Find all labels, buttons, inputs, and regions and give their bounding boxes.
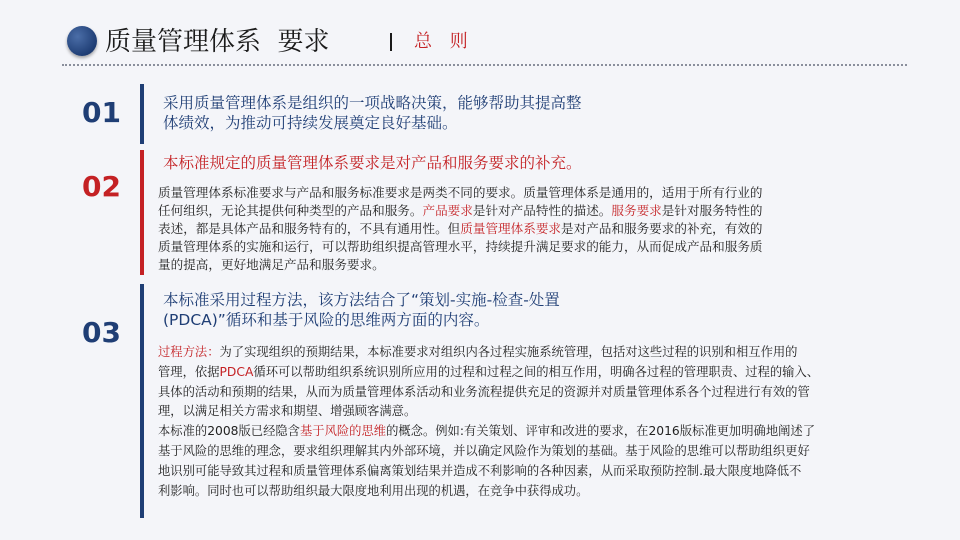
section-01-bar	[140, 84, 144, 144]
body-text: 表述，都是具体产品和服务特有的，不具有通用性。但	[158, 221, 461, 236]
section-02-lead: 本标准规定的质量管理体系要求是对产品和服务要求的补充。	[163, 154, 582, 172]
body-text: 循环可以帮助组织系统识别所应用的过程和过程之间的相互作用，明确各过程的管理职责、过程的输入、	[253, 364, 820, 379]
title-bullet-icon	[67, 26, 97, 56]
section-01-lead-line: 采用质量管理体系是组织的一项战略决策，能够帮助其提高整	[163, 94, 582, 112]
body-line: 量的提高，更好地满足产品和服务要求。	[158, 257, 385, 272]
page-title: 质量管理体系 要求	[105, 27, 330, 57]
body-line: 理，以满足相关方需求和期望、增强顾客满意。	[158, 404, 417, 419]
body-line	[158, 220, 763, 238]
highlight-term: PDCA	[219, 364, 254, 379]
body-line: 质量管理体系标准要求与产品和服务标准要求是两类不同的要求。质量管理体系是通用的，适用于所有行业的	[158, 185, 763, 200]
title-divider	[390, 33, 392, 51]
section-03-body	[158, 343, 819, 501]
highlight-term: 过程方法：	[158, 345, 220, 359]
section-02-body	[158, 184, 763, 274]
section-02-number: 02	[82, 170, 121, 203]
body-text: 为了实现组织的预期结果，本标准要求对组织内各过程实施系统管理，包括对这些过程的识别和相互作用的	[219, 345, 798, 359]
body-line: 地识别可能导致其过程和质量管理体系偏离策划结果并造成不利影响的各种因素，从而采取预防控制.最大限度地降低不	[158, 463, 802, 478]
highlight-term: 服务要求	[611, 203, 662, 218]
body-text: 管理，依据	[158, 364, 220, 379]
body-text: 本标准的2008版已经隐含	[158, 424, 300, 439]
body-text: 的概念。例如:有关策划、评审和改进的要求，在2016版标准更加明确地阐述了	[386, 424, 816, 439]
body-line	[158, 363, 819, 383]
section-03-bar	[140, 284, 144, 518]
section-03-lead	[163, 290, 560, 330]
body-line	[158, 422, 819, 442]
body-text: 是对产品和服务要求的补充，有效的	[561, 221, 763, 236]
body-line: 利影响。同时也可以帮助组织最大限度地利用出现的机遇，在竞争中获得成功。	[158, 483, 589, 498]
body-text: 是针对产品特性的描述。	[472, 203, 612, 218]
section-01-number: 01	[82, 96, 121, 129]
header-dotted-rule	[62, 64, 907, 66]
body-line: 基于风险的思维的理念，要求组织理解其内外部环境，并以确定风险作为策划的基础。基于风险的思维可以帮助组织更好	[158, 443, 810, 458]
body-line	[158, 343, 819, 363]
section-02-bar	[140, 150, 144, 275]
highlight-term: 基于风险的思维	[299, 424, 387, 439]
highlight-term: 产品要求	[422, 203, 473, 218]
section-03-number: 03	[82, 316, 121, 349]
body-text: 任何组织，无论其提供何种类型的产品和服务。	[158, 203, 423, 218]
section-01-lead-line: 体绩效，为推动可持续发展奠定良好基础。	[163, 114, 458, 132]
body-line: 具体的活动和预期的结果，从而为质量管理体系活动和业务流程提供充足的资源并对质量管理体系各个过程进行有效的管	[158, 384, 810, 399]
body-line	[158, 202, 763, 220]
body-line: 质量管理体系的实施和运行，可以帮助组织提高管理水平，持续提升满足要求的能力，从而促成产品和服务质	[158, 239, 763, 254]
section-03-lead-line: (PDCA)”循环和基于风险的思维两方面的内容。	[163, 311, 490, 329]
body-text: 是针对服务特性的	[661, 203, 763, 218]
section-03-lead-line: 本标准采用过程方法，该方法结合了“策划-实施-检查-处置	[163, 291, 560, 309]
section-01-lead	[163, 93, 582, 133]
page-subtitle: 总 则	[414, 31, 474, 52]
highlight-term: 质量管理体系要求	[460, 221, 561, 236]
